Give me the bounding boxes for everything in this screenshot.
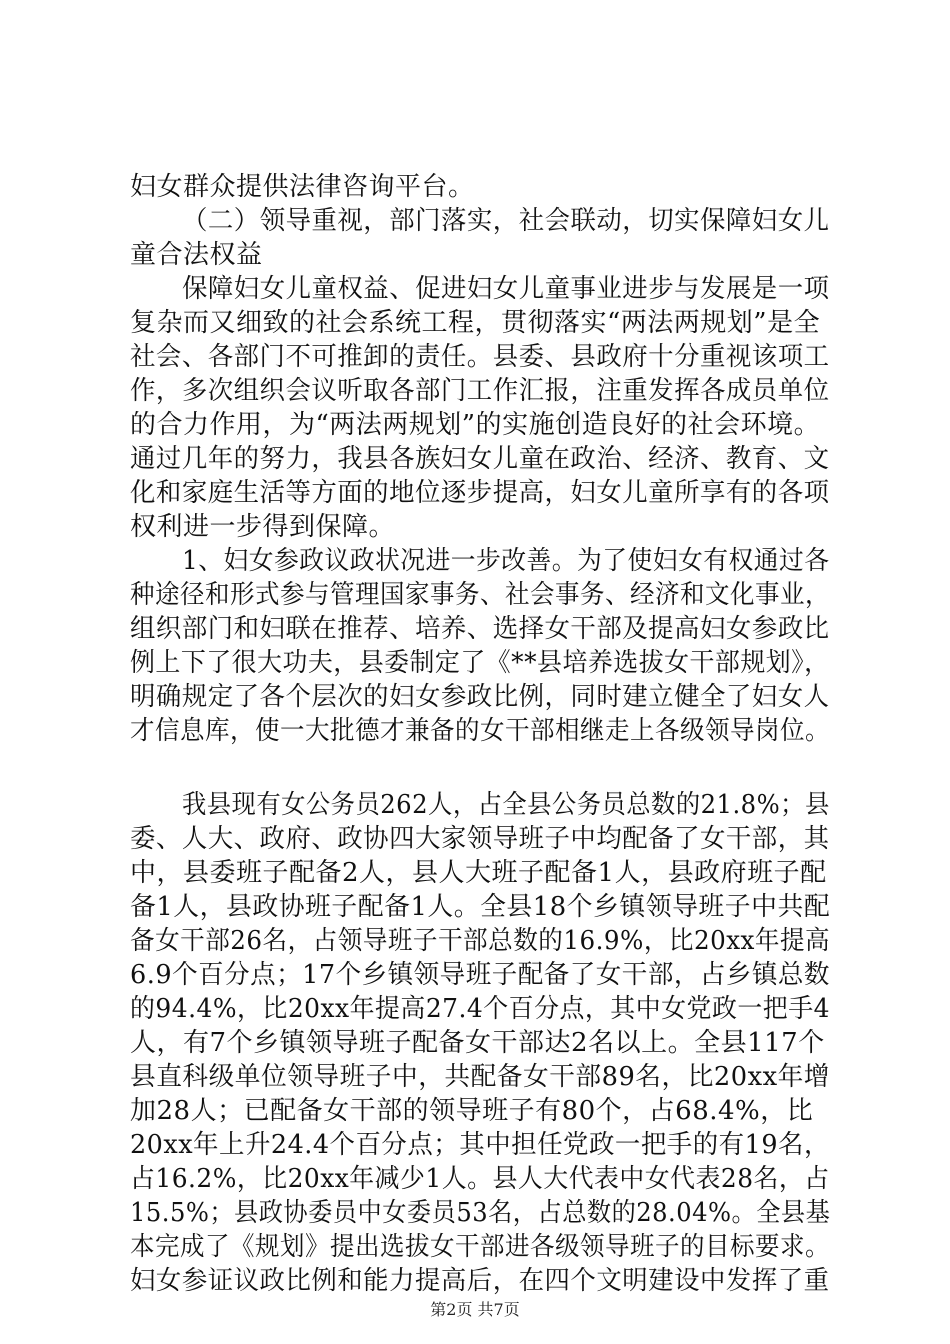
text-line: 妇女群众提供法律咨询平台。 [130, 172, 475, 202]
paragraph-line: 的94.4%，比20xx年提高27.4个百分点，其中女党政一把手4 [130, 994, 830, 1024]
paragraph-line: 例上下了很大功夫，县委制定了《**县培养选拔女干部规划》， [130, 648, 830, 678]
paragraph-line: 本完成了《规划》提出选拔女干部进各级领导班子的目标要求。 [130, 1232, 831, 1262]
paragraph-line: 1、妇女参政议政状况进一步改善。为了使妇女有权通过各 [182, 546, 830, 576]
paragraph-line: 备女干部26名，占领导班子干部总数的16.9%，比20xx年提高 [130, 926, 831, 956]
paragraph-line: 作，多次组织会议听取各部门工作汇报，注重发挥各成员单位 [130, 376, 830, 406]
paragraph-line: 我县现有女公务员262人，占全县公务员总数的21.8%；县 [182, 790, 830, 820]
page-number-footer: 第2页 共7页 [430, 1300, 520, 1319]
paragraph-line: 才信息库，使一大批德才兼备的女干部相继走上各级领导岗位。 [130, 716, 831, 746]
paragraph-line: 中，县委班子配备2人，县人大班子配备1人，县政府班子配 [130, 858, 827, 888]
paragraph-line: 县直科级单位领导班子中，共配备女干部89名，比20xx年增 [130, 1062, 830, 1092]
paragraph-line: 占16.2%，比20xx年减少1人。县人大代表中女代表28名，占 [130, 1164, 830, 1194]
paragraph-line: 社会、各部门不可推卸的责任。县委、县政府十分重视该项工 [130, 342, 830, 372]
paragraph-line: 复杂而又细致的社会系统工程，贯彻落实“两法两规划”是全 [130, 308, 821, 338]
paragraph-line: 的合力作用，为“两法两规划”的实施创造良好的社会环境。 [130, 410, 821, 440]
paragraph-line: 20xx年上升24.4个百分点；其中担任党政一把手的有19名， [130, 1130, 830, 1160]
paragraph-line: 保障妇女儿童权益、促进妇女儿童事业进步与发展是一项 [182, 274, 830, 304]
paragraph-line: 化和家庭生活等方面的地位逐步提高，妇女儿童所享有的各项 [130, 478, 830, 508]
section-heading: （二）领导重视，部门落实，社会联动，切实保障妇女儿 [182, 206, 830, 236]
paragraph-line: 6.9个百分点；17个乡镇领导班子配备了女干部，占乡镇总数 [130, 960, 830, 990]
paragraph-line: 组织部门和妇联在推荐、培养、选择女干部及提高妇女参政比 [130, 614, 830, 644]
paragraph-line: 人，有7个乡镇领导班子配备女干部达2名以上。全县117个 [130, 1028, 825, 1058]
paragraph-line: 加28人；已配备女干部的领导班子有80个，占68.4%，比 [130, 1096, 814, 1126]
paragraph-line: 委、人大、政府、政协四大家领导班子中均配备了女干部，其 [130, 824, 830, 854]
paragraph-line: 权利进一步得到保障。 [130, 512, 396, 542]
paragraph-line: 15.5%；县政协委员中女委员53名，占总数的28.04%。全县基 [130, 1198, 831, 1228]
paragraph-line: 通过几年的努力，我县各族妇女儿童在政治、经济、教育、文 [130, 444, 830, 474]
paragraph-line: 备1人，县政协班子配备1人。全县18个乡镇领导班子中共配 [130, 892, 831, 922]
paragraph-line: 种途径和形式参与管理国家事务、社会事务、经济和文化事业， [130, 580, 831, 610]
paragraph-line: 明确规定了各个层次的妇女参政比例，同时建立健全了妇女人 [130, 682, 830, 712]
section-heading-continued: 童合法权益 [130, 240, 263, 270]
paragraph-line: 妇女参证议政比例和能力提高后，在四个文明建设中发挥了重 [130, 1266, 830, 1296]
